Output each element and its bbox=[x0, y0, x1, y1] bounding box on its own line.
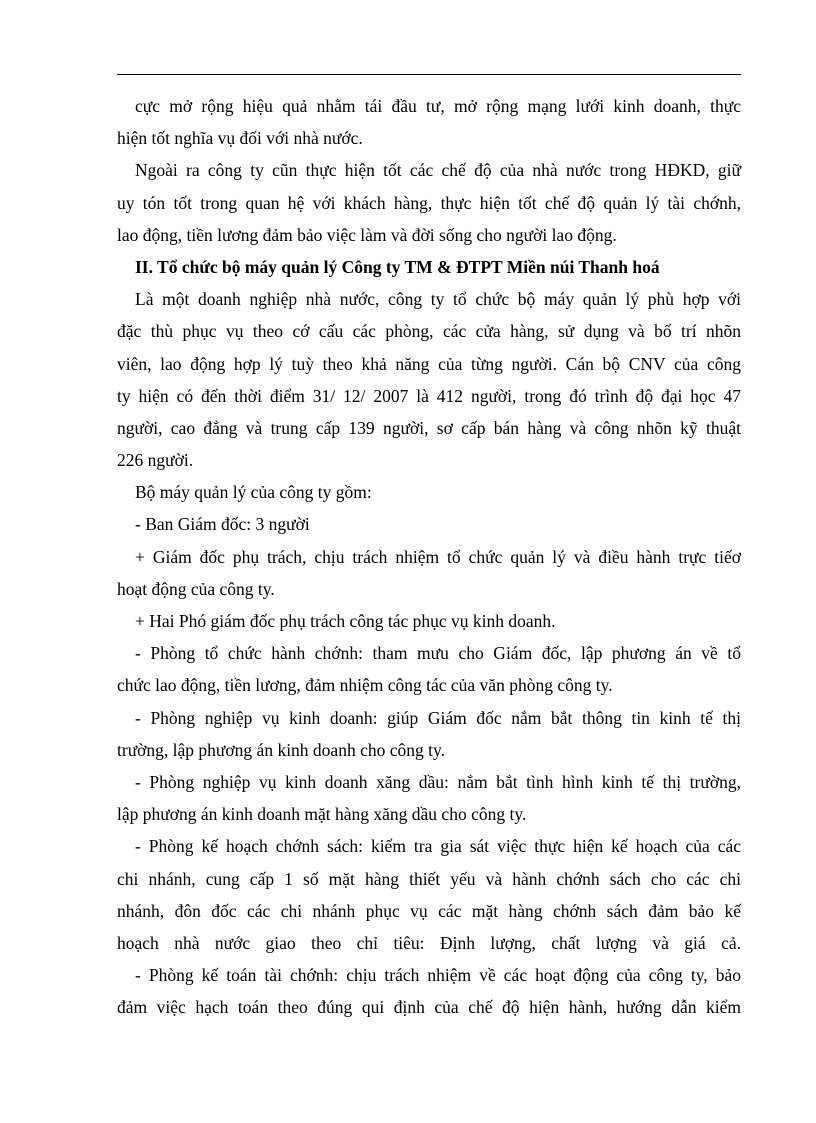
text-line: lao động, tiền lương đảm bảo việc làm và đời sống cho người lao động. bbox=[117, 224, 617, 245]
text-line: uy tón tốt trong quan hệ với khách hàng, thực hiện tốt chế độ quản lý tài chớnh, bbox=[117, 192, 741, 213]
text-line: + Giám đốc phụ trách, chịu trách nhiệm tổ chức quản lý và điều hành trực tiếơ bbox=[135, 546, 741, 567]
text-line: - Phòng nghiệp vụ kinh doanh: giúp Giám đốc nắm bắt thông tin kinh tế thị bbox=[135, 707, 741, 728]
text-line: trường, lập phương án kinh doanh cho công ty. bbox=[117, 739, 445, 760]
section-heading: II. Tổ chức bộ máy quản lý Công ty TM & ĐTPT Miền núi Thanh hoá bbox=[135, 256, 660, 277]
text-line: 226 người. bbox=[117, 450, 194, 471]
text-line: viên, lao động hợp lý tuỳ theo khả năng của từng người. Cán bộ CNV của công bbox=[117, 353, 741, 374]
text-line: - Phòng kế hoạch chớnh sách: kiểm tra gia sát việc thực hiện kế hoạch của các bbox=[135, 836, 742, 857]
text-line: - Phòng nghiệp vụ kinh doanh xăng dầu: nắm bắt tình hình kinh tế thị trường, bbox=[135, 771, 741, 792]
text-line: chức lao động, tiền lương, đảm nhiệm công tác của văn phòng công ty. bbox=[117, 675, 613, 696]
text-line: hiện tốt nghĩa vụ đối với nhà nước. bbox=[117, 128, 363, 149]
text-line: chi nhánh, cung cấp 1 số mặt hàng thiết yếu và hành chớnh sách cho các chi bbox=[117, 868, 741, 889]
text-line: - Phòng kế toán tài chớnh: chịu trách nhiệm về các hoạt động của công ty, bảo bbox=[135, 965, 742, 986]
text-line: nhánh, đôn đốc các chi nhánh phục vụ các mặt hàng chớnh sách đảm bảo kế bbox=[117, 900, 741, 921]
text-line: đặc thù phục vụ theo cớ cấu các phòng, các cửa hàng, sử dụng và bố trí nhõn bbox=[117, 321, 741, 342]
text-line: hoạt động của công ty. bbox=[117, 578, 275, 599]
text-line: Bộ máy quản lý của công ty gồm: bbox=[135, 482, 372, 503]
text-line: Ngoài ra công ty cũn thực hiện tốt các chế độ của nhà nước trong HĐKD, giữ bbox=[135, 160, 741, 181]
text-line: lập phương án kinh doanh mặt hàng xăng dầu cho công ty. bbox=[117, 804, 527, 825]
text-line: - Phòng tổ chức hành chớnh: tham mưu cho Giám đốc, lập phương án về tổ bbox=[135, 643, 741, 664]
text-line: đảm việc hạch toán theo đúng qui định của chế độ hiện hành, hướng dẫn kiểm bbox=[117, 997, 741, 1018]
text-line: Là một doanh nghiệp nhà nước, công ty tổ chức bộ máy quản lý phù hợp với bbox=[135, 289, 741, 310]
text-line: ty hiện có đến thời điểm 31/ 12/ 2007 là 412 người, trong đó trình độ đại học 47 bbox=[117, 385, 741, 406]
text-line: người, cao đẳng và trung cấp 139 người, sơ cấp bán hàng và công nhõn kỹ thuật bbox=[117, 417, 741, 438]
document-body bbox=[117, 90, 741, 1023]
text-line: cực mở rộng hiệu quả nhằm tái đầu tư, mở rộng mạng lưới kinh doanh, thực bbox=[135, 96, 741, 116]
text-line: + Hai Phó giám đốc phụ trách công tác phục vụ kinh doanh. bbox=[135, 611, 556, 631]
header-rule bbox=[117, 74, 741, 75]
text-line: - Ban Giám đốc: 3 người bbox=[135, 514, 310, 535]
text-line: hoạch nhà nước giao theo chỉ tiêu: Định lượng, chất lượng và giá cả. bbox=[117, 932, 741, 953]
